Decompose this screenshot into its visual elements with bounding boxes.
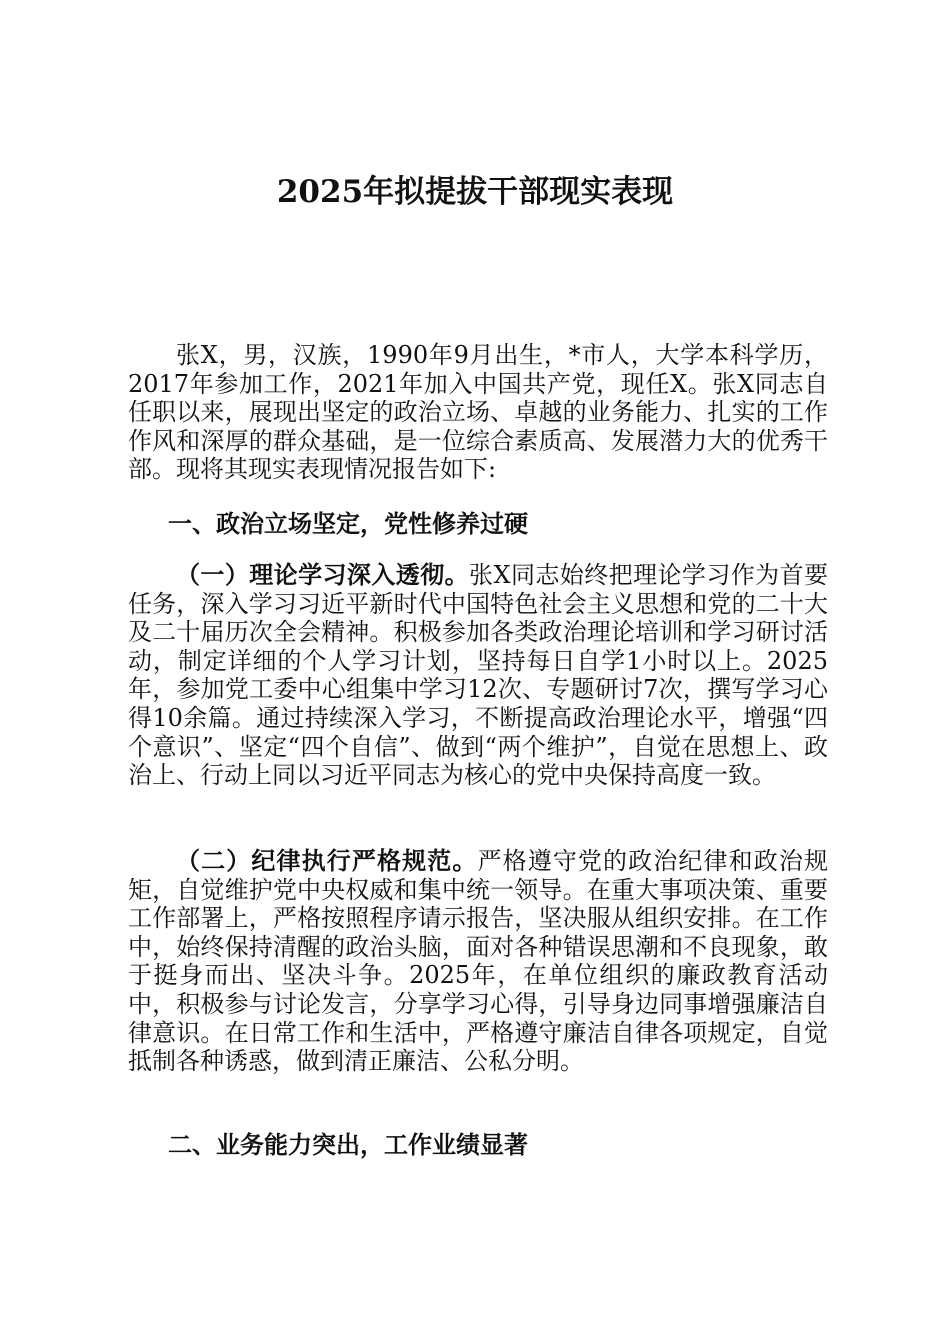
paragraph-discipline xyxy=(128,847,828,1076)
document-title: 2025年拟提拔干部现实表现 xyxy=(276,174,674,210)
paragraph-text: 张X同志始终把理论学习作为首要任务，深入学习习近平新时代中国特色社会主义思想和党的二十大及二十届历次全会精神。积极参加各类政治理论培训和学习研讨活动，制定详细的个人学习计划，坚持每日自学1小时以上。2025年，参加党工委中心组集中学习12次、专题研讨7次，撰写学习心得10余篇。通过持续深入学习，不断提高政治理论水平，增强“四个意识”、坚定“四个自信”、做到“两个维护”，自觉在思想上、政治上、行动上同以习近平同志为核心的党中央保持高度一致。 xyxy=(128,561,829,790)
intro-paragraph: 张X，男，汉族，1990年9月出生，*市人，大学本科学历，2017年参加工作，2021年加入中国共产党，现任X。张X同志自任职以来，展现出坚定的政治立场、卓越的业务能力、扎实的工作作风和深厚的群众基础，是一位综合素质高、发展潜力大的优秀干部。现将其现实表现情况报告如下: xyxy=(128,341,828,484)
paragraph-text: 严格遵守党的政治纪律和政治规矩，自觉维护党中央权威和集中统一领导。在重大事项决策、重要工作部署上，严格按照程序请示报告，坚决服从组织安排。在工作中，始终保持清醒的政治头脑，面对各种错误思潮和不良现象，敢于挺身而出、坚决斗争。2025年，在单位组织的廉政教育活动中，积极参与讨论发言，分享学习心得，引导身边同事增强廉洁自律意识。在日常工作和生活中，严格遵守廉洁自律各项规定，自觉抵制各种诱惑，做到清正廉洁、公私分明。 xyxy=(128,847,829,1076)
paragraph-lead: （一）理论学习深入透彻。 xyxy=(176,560,470,589)
paragraph-theory-study xyxy=(128,561,828,790)
paragraph-lead: （二）纪律执行严格规范。 xyxy=(176,846,478,875)
section-heading-1: 一、政治立场坚定，党性修养过硬 xyxy=(168,509,528,538)
section-heading-2: 二、业务能力突出，工作业绩显著 xyxy=(168,1130,528,1159)
